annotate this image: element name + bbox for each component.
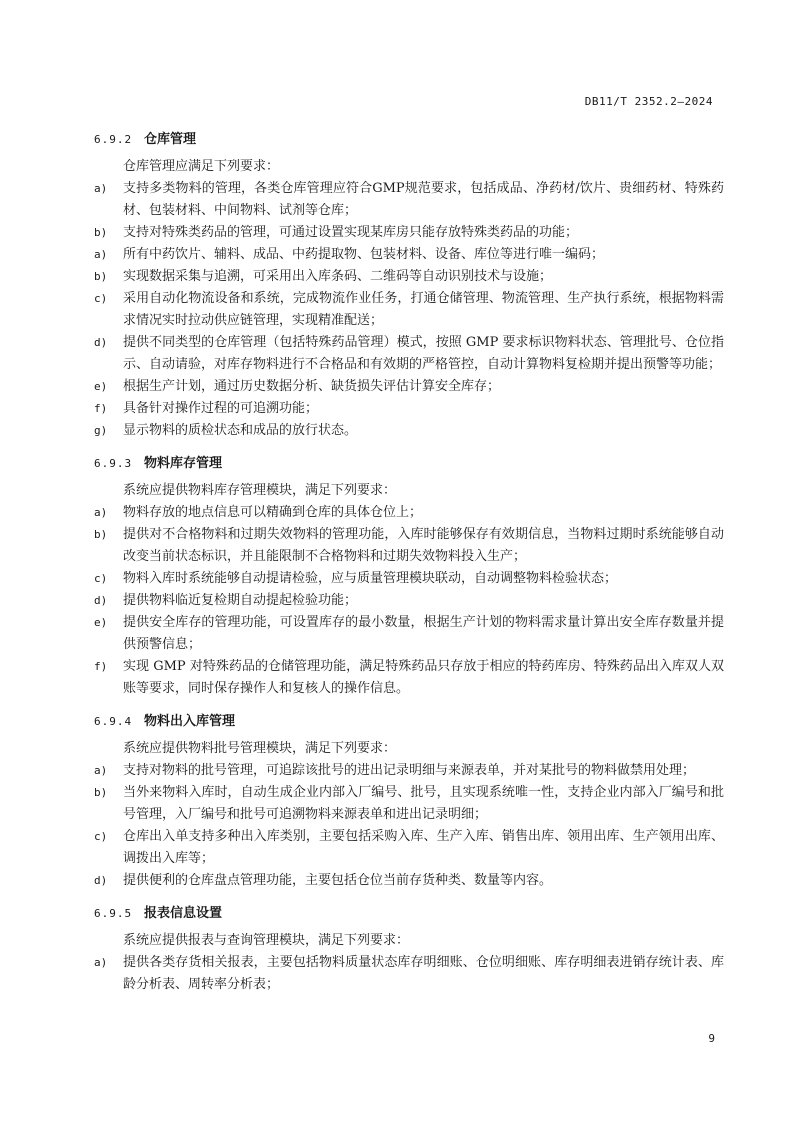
item-text: 仓库出入单支持多种出入库类别，主要包括采购入库、生产入库、销售出库、领用出库、生产领用出库、调拨出入库等； [123, 829, 724, 866]
list-item [94, 952, 724, 996]
list-item [94, 524, 724, 568]
item-label: c) [94, 292, 108, 305]
item-label: c) [94, 830, 108, 843]
section-title: 仓库管理 [144, 132, 197, 147]
item-text: 提供便利的仓库盘点管理功能，主要包括仓位当前存货种类、数量等内容。 [123, 873, 553, 888]
item-label: a) [94, 248, 108, 261]
requirement-list [94, 952, 724, 996]
list-item [94, 288, 724, 332]
section-6-9-3 [94, 452, 724, 700]
item-label: b) [94, 270, 108, 283]
item-label: f) [94, 660, 108, 673]
section-intro: 系统应提供报表与查询管理模块，满足下列要求： [123, 933, 410, 948]
item-text: 提供不同类型的仓库管理（包括特殊药品管理）模式，按照 GMP 要求标识物料状态、管理批号、仓位指示、自动请验，对库存物料进行不合格品和有效期的严格管控，自动计算物料复检期并提出预警等功能； [123, 335, 724, 372]
list-item [94, 178, 724, 222]
list-item [94, 222, 724, 244]
section-6-9-2 [94, 128, 724, 442]
item-text: 支持多类物料的管理，各类仓库管理应符合GMP规范要求，包括成品、净药材/饮片、贵细药材、特殊药材、包装材料、中间物料、试剂等仓库； [123, 181, 724, 218]
section-title: 报表信息设置 [144, 906, 223, 921]
section-number: 6.9.5 [94, 907, 133, 920]
item-text: 物料存放的地点信息可以精确到仓库的具体仓位上； [123, 505, 423, 520]
item-text: 当外来物料入库时，自动生成企业内部入厂编号、批号，且实现系统唯一性，支持企业内部入厂编号和批号管理，入厂编号和批号可追溯物料来源表单和进出记录明细； [123, 785, 724, 822]
item-text: 提供各类存货相关报表，主要包括物料质量状态库存明细账、仓位明细账、库存明细表进销存统计表、库龄分析表、周转率分析表； [123, 955, 724, 992]
section-6-9-4 [94, 710, 724, 892]
list-item [94, 568, 724, 590]
item-label: b) [94, 786, 108, 799]
item-label: c) [94, 572, 108, 585]
item-label: a) [94, 506, 108, 519]
list-item [94, 502, 724, 524]
list-item [94, 398, 724, 420]
item-label: b) [94, 528, 108, 541]
document-code: DB11/T 2352.2—2024 [584, 95, 713, 108]
section-heading [94, 710, 724, 736]
section-number: 6.9.3 [94, 457, 133, 470]
list-item [94, 826, 724, 870]
list-item [94, 870, 724, 892]
list-item [94, 760, 724, 782]
page-number: 9 [708, 1032, 715, 1045]
section-heading [94, 902, 724, 928]
item-text: 根据生产计划，通过历史数据分析、缺货损失评估计算安全库存； [123, 379, 501, 394]
item-text: 支持对物料的批号管理，可追踪该批号的进出记录明细与来源表单，并对某批号的物料做禁用处理； [123, 763, 696, 778]
section-intro: 系统应提供物料批号管理模块，满足下列要求： [123, 741, 397, 756]
section-intro: 系统应提供物料库存管理模块，满足下列要求： [123, 483, 397, 498]
list-item [94, 376, 724, 398]
section-number: 6.9.4 [94, 715, 133, 728]
item-text: 实现数据采集与追溯，可采用出入库条码、二维码等自动识别技术与设施； [123, 269, 553, 284]
list-item [94, 266, 724, 288]
section-intro: 仓库管理应满足下列要求： [123, 159, 280, 174]
item-text: 所有中药饮片、辅料、成品、中药提取物、包装材料、设备、库位等进行唯一编码； [123, 247, 605, 262]
item-label: e) [94, 380, 108, 393]
item-text: 实现 GMP 对特殊药品的仓储管理功能，满足特殊药品只存放于相应的特药库房、特殊药品出入库双人双账等要求，同时保存操作人和复核人的操作信息。 [123, 659, 724, 696]
item-text: 提供对不合格物料和过期失效物料的管理功能，入库时能够保存有效期信息，当物料过期时系统能够自动改变当前状态标识，并且能限制不合格物料和过期失效物料投入生产； [123, 527, 724, 564]
item-label: a) [94, 956, 108, 969]
document-body [94, 128, 724, 1006]
requirement-list [94, 502, 724, 700]
item-text: 具备针对操作过程的可追溯功能； [123, 401, 319, 416]
item-label: d) [94, 874, 108, 887]
section-title: 物料库存管理 [144, 456, 223, 471]
item-text: 提供物料临近复检期自动提起检验功能； [123, 593, 358, 608]
requirement-list [94, 178, 724, 442]
item-label: a) [94, 182, 108, 195]
list-item [94, 782, 724, 826]
item-label: d) [94, 594, 108, 607]
item-label: g) [94, 424, 108, 437]
list-item [94, 420, 724, 442]
item-text: 物料入库时系统能够自动提请检验，应与质量管理模块联动，自动调整物料检验状态； [123, 571, 618, 586]
item-text: 提供安全库存的管理功能，可设置库存的最小数量，根据生产计划的物料需求量计算出安全库存数量并提供预警信息； [123, 615, 724, 652]
list-item [94, 590, 724, 612]
section-title: 物料出入库管理 [144, 714, 236, 729]
item-label: a) [94, 764, 108, 777]
section-heading [94, 452, 724, 478]
item-label: b) [94, 226, 108, 239]
item-text: 采用自动化物流设备和系统，完成物流作业任务，打通仓储管理、物流管理、生产执行系统，根据物料需求情况实时拉动供应链管理，实现精准配送； [123, 291, 724, 328]
list-item [94, 656, 724, 700]
list-item [94, 244, 724, 266]
section-number: 6.9.2 [94, 133, 133, 146]
section-6-9-5 [94, 902, 724, 996]
item-text: 支持对特殊类药品的管理，可通过设置实现某库房只能存放特殊类药品的功能； [123, 225, 579, 240]
list-item [94, 612, 724, 656]
section-heading [94, 128, 724, 154]
item-text: 显示物料的质检状态和成品的放行状态。 [123, 423, 358, 438]
requirement-list [94, 760, 724, 892]
item-label: e) [94, 616, 108, 629]
item-label: d) [94, 336, 108, 349]
item-label: f) [94, 402, 108, 415]
list-item [94, 332, 724, 376]
